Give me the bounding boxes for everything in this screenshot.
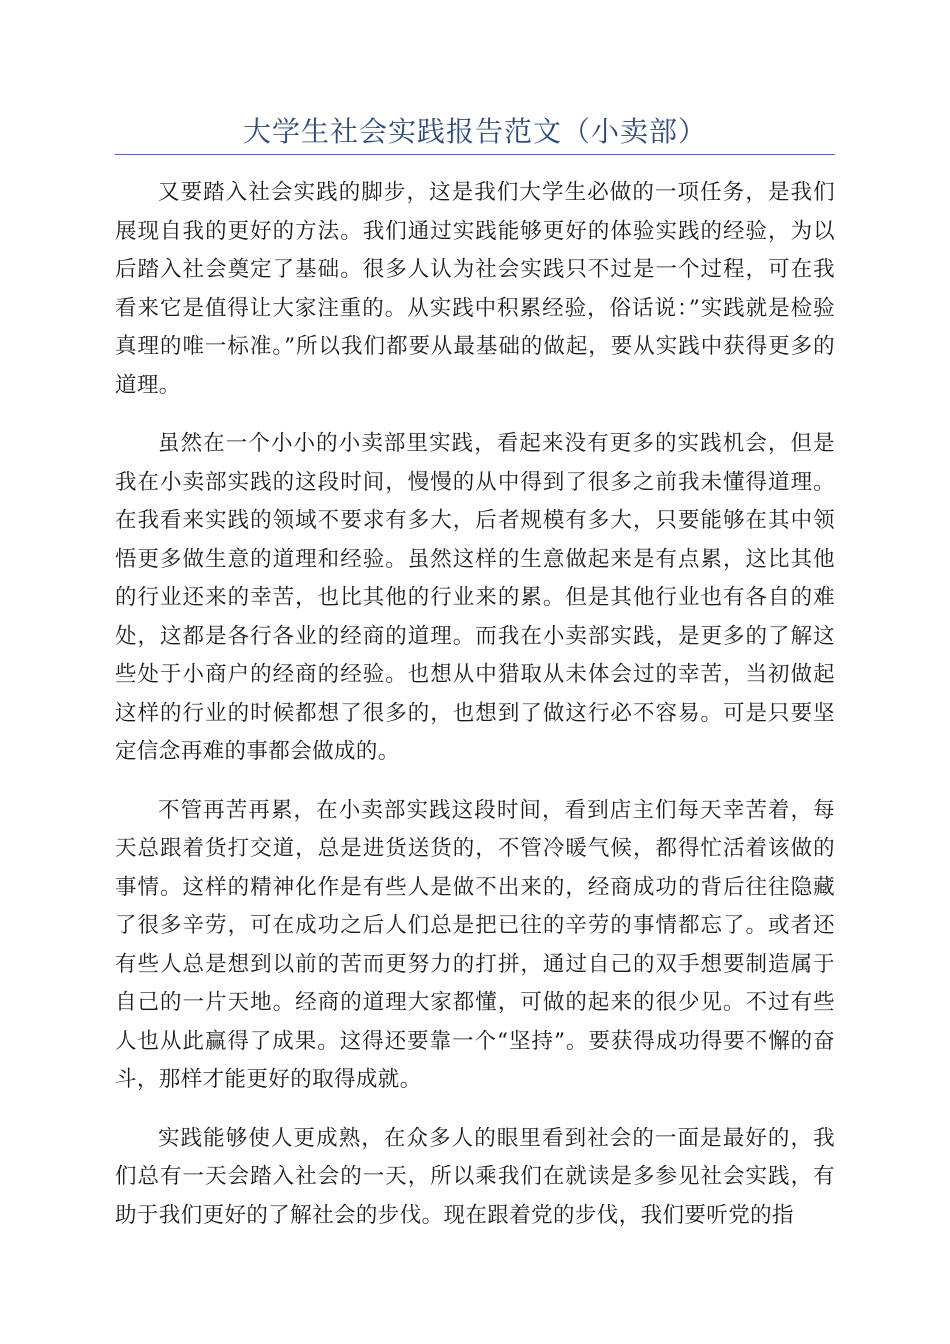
title-underline xyxy=(115,154,835,155)
paragraph-3: 不管再苦再累，在小卖部实践这段时间，看到店主们每天幸苦着，每天总跟着货打交道，总是进货送货的，不管冷暖气候，都得忙活着该做的事情。这样的精神化作是有些人是做不出来的，经商成功的背后往往隐藏了很多辛劳，可在成功之后人们总是把已往的辛劳的事情都忘了。或者还有些人总是想到以前的苦而更努力的打拼，通过自己的双手想要制造属于自己的一片天地。经商的道理大家都懂，可做的起来的很少见。不过有些人也从此赢得了成果。这得还要靠一个“坚持”。要获得成功得要不懈的奋斗，那样才能更好的取得成就。 xyxy=(115,797,835,1092)
paragraph-2: 虽然在一个小小的小卖部里实践，看起来没有更多的实践机会，但是我在小卖部实践的这段时间，慢慢的从中得到了很多之前我未懂得道理。在我看来实践的领域不要求有多大，后者规模有多大，只要能够在其中领悟更多做生意的道理和经验。虽然这样的生意做起来是有点累，这比其他的行业还来的幸苦，也比其他的行业来的累。但是其他行业也有各自的难处，这都是各行各业的经商的道理。而我在小卖部实践，是更多的了解这些处于小商户的经商的经验。也想从中猎取从未体会过的幸苦，当初做起这样的行业的时候都想了很多的，也想到了做这行必不容易。可是只要坚定信念再难的事都会做成的。 xyxy=(115,431,835,764)
document-body xyxy=(115,174,835,1255)
paragraph-4: 实践能够使人更成熟，在众多人的眼里看到社会的一面是最好的，我们总有一天会踏入社会的一天，所以乘我们在就读是多参见社会实践，有助于我们更好的了解社会的步伐。现在跟着党的步伐，我们要听党的指 xyxy=(115,1125,835,1228)
document-title: 大学生社会实践报告范文（小卖部） xyxy=(242,115,707,148)
paragraph-1: 又要踏入社会实践的脚步，这是我们大学生必做的一项任务，是我们展现自我的更好的方法。我们通过实践能够更好的体验实践的经验，为以后踏入社会奠定了基础。很多人认为社会实践只不过是一个过程，可在我看来它是值得让大家注重的。从实践中积累经验，俗话说：”实践就是检验真理的唯一标准。”所以我们都要从最基础的做起，要从实践中获得更多的道理。 xyxy=(115,180,835,398)
